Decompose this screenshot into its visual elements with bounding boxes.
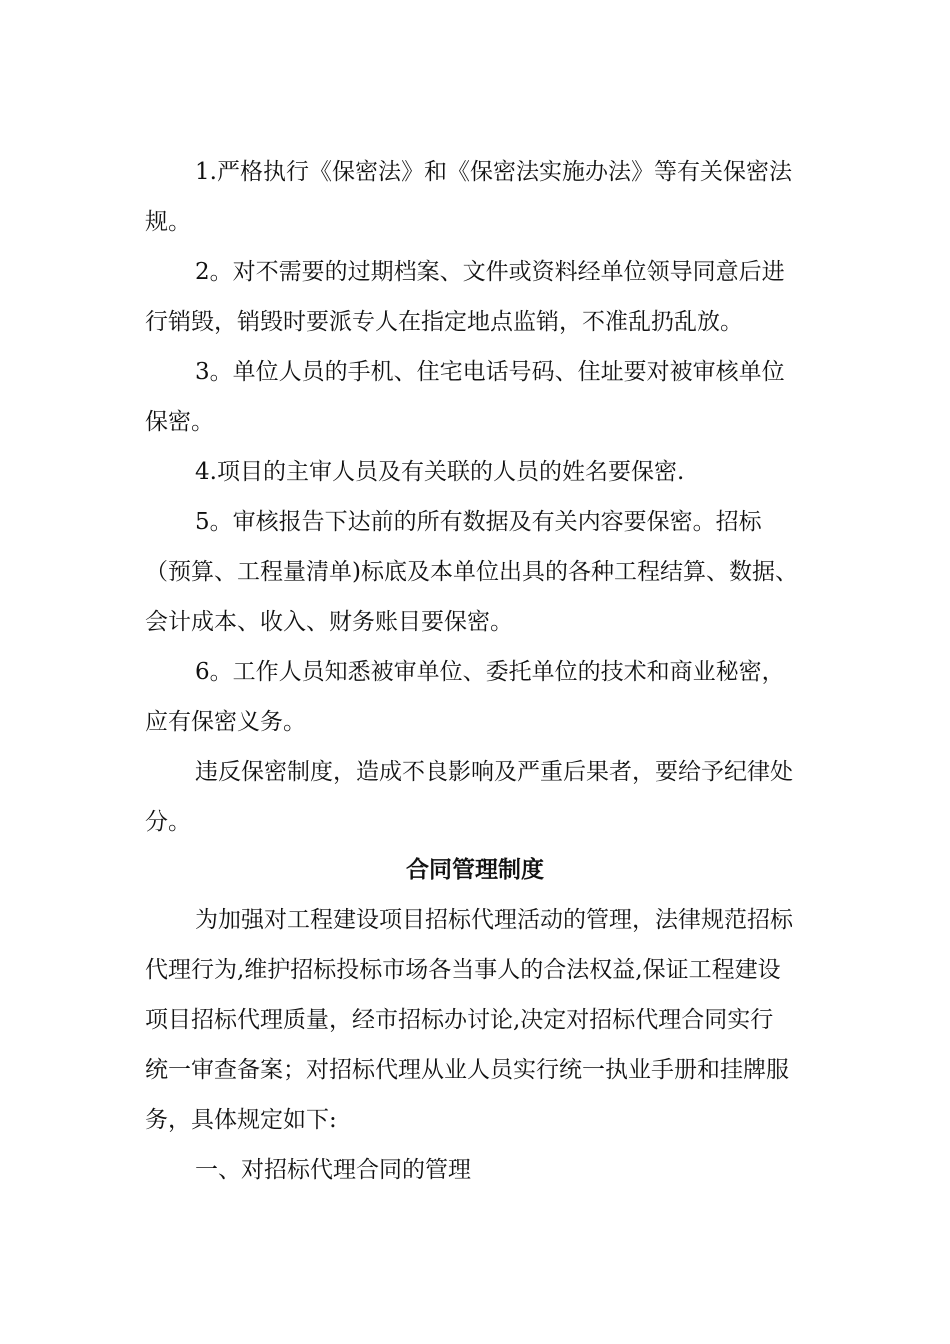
- paragraph-line: 务，具体规定如下:: [145, 1107, 337, 1133]
- paragraph-line: 为加强对工程建设项目招标代理活动的管理，法律规范招标: [195, 907, 793, 933]
- paragraph-line: 4.项目的主审人员及有关联的人员的姓名要保密.: [195, 459, 685, 485]
- paragraph-line: 应有保密义务。: [145, 709, 306, 735]
- paragraph-line: 代理行为,维护招标投标市场各当事人的合法权益,保证工程建设: [145, 957, 781, 983]
- paragraph-line: 统一审查备案；对招标代理从业人员实行统一执业手册和挂牌服: [145, 1057, 789, 1083]
- paragraph-line: 保密。: [145, 409, 214, 435]
- paragraph-line: 3。单位人员的手机、住宅电话号码、住址要对被审核单位: [195, 359, 785, 385]
- paragraph-line: 项目招标代理质量，经市招标办讨论,决定对招标代理合同实行: [145, 1007, 774, 1033]
- subsection-heading: 一、对招标代理合同的管理: [195, 1157, 471, 1183]
- paragraph-line: 行销毁，销毁时要派专人在指定地点监销，不准乱扔乱放。: [145, 309, 743, 335]
- section-title: 合同管理制度: [406, 857, 544, 883]
- paragraph-line: 违反保密制度，造成不良影响及严重后果者，要给予纪律处: [195, 759, 793, 785]
- paragraph-line: 6。工作人员知悉被审单位、委托单位的技术和商业秘密，: [195, 659, 785, 685]
- paragraph-line: 2。对不需要的过期档案、文件或资料经单位领导同意后进: [195, 259, 785, 285]
- paragraph-line: 会计成本、收入、财务账目要保密。: [145, 609, 513, 635]
- paragraph-line: 规。: [145, 209, 191, 235]
- paragraph-line: 1.严格执行《保密法》和《保密法实施办法》等有关保密法: [195, 159, 792, 185]
- paragraph-line: （预算、工程量清单)标底及本单位出具的各种工程结算、数据、: [145, 559, 798, 585]
- paragraph-line: 分。: [145, 809, 191, 835]
- paragraph-line: 5。审核报告下达前的所有数据及有关内容要保密。招标: [195, 509, 762, 535]
